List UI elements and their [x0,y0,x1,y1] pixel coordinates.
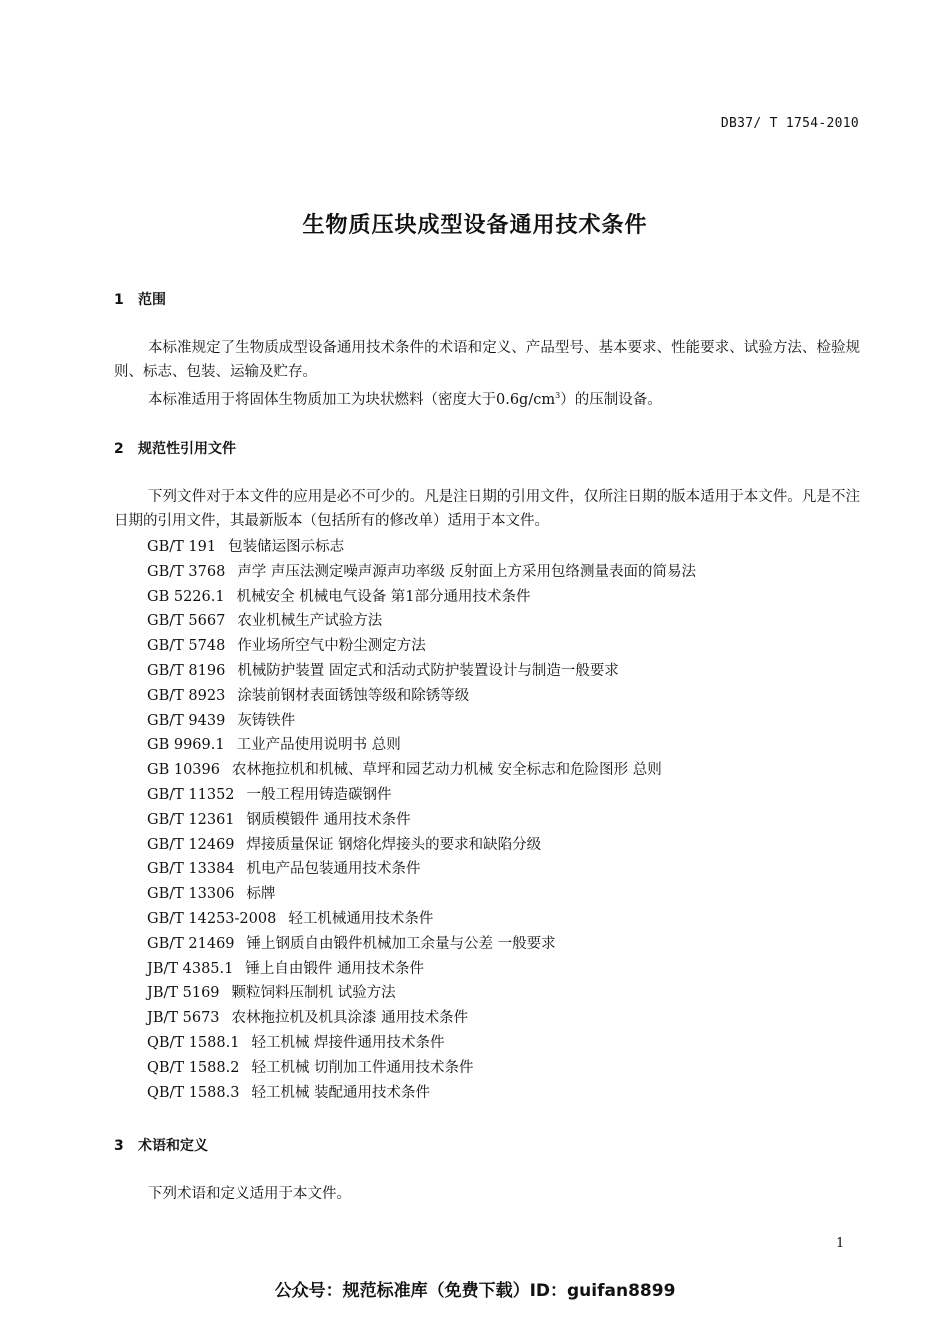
document-title: 生物质压块成型设备通用技术条件 [302,213,648,238]
reference-title: 锤上钢质自由锻件机械加工余量与公差 一般要求 [246,935,556,952]
reference-code: JB/T 5673 [147,1010,220,1027]
reference-code: QB/T 1588.1 [147,1034,240,1051]
reference-code: JB/T 4385.1 [147,960,234,977]
section-2-heading [114,438,236,458]
reference-code: GB/T 5667 [147,613,226,630]
reference-code: GB 5226.1 [147,588,225,605]
reference-item [147,783,696,808]
section-title: 范围 [138,292,166,308]
reference-code: GB 9969.1 [147,737,225,754]
section-number: 2 [114,441,124,457]
section-number: 3 [114,1138,124,1154]
reference-code: QB/T 1588.3 [147,1084,240,1101]
reference-item [147,1056,696,1081]
reference-title: 声学 声压法测定噪声源声功率级 反射面上方采用包络测量表面的简易法 [237,563,697,580]
reference-code: GB/T 9439 [147,712,226,729]
density-text-before: 本标准适用于将固体生物质加工为块状燃料（密度大于0.6g/cm [148,391,556,408]
reference-title: 机电产品包装通用技术条件 [246,861,421,878]
reference-code: GB/T 14253-2008 [147,910,277,927]
reference-title: 轻工机械通用技术条件 [288,910,434,927]
reference-title: 机械安全 机械电气设备 第1部分通用技术条件 [236,588,531,605]
reference-title: 农业机械生产试验方法 [237,613,383,630]
reference-item [147,882,696,907]
reference-title: 锤上自由锻件 通用技术条件 [245,960,424,977]
reference-item [147,907,696,932]
reference-item [147,833,696,858]
section-title: 术语和定义 [138,1138,208,1154]
reference-item [147,1031,696,1056]
reference-item [147,932,696,957]
reference-title: 工业产品使用说明书 总则 [236,737,401,754]
reference-item [147,535,696,560]
reference-title: 焊接质量保证 钢熔化焊接头的要求和缺陷分级 [246,836,542,853]
reference-title: 钢质模锻件 通用技术条件 [246,811,411,828]
reference-item [147,560,696,585]
reference-item [147,585,696,610]
scope-paragraph: 本标准规定了生物质成型设备通用技术条件的术语和定义、产品型号、基本要求、性能要求、试验方法、检验规则、标志、包装、运输及贮存。 [114,340,860,380]
reference-list [147,535,696,1105]
density-text-after: ）的压制设备。 [560,391,662,408]
reference-code: GB/T 12469 [147,836,235,853]
reference-code: GB/T 191 [147,539,217,555]
reference-item [147,609,696,634]
scope-density-paragraph [114,384,860,412]
reference-code: GB/T 13384 [147,861,235,878]
reference-item [147,659,696,684]
reference-item [147,733,696,758]
terms-intro: 下列术语和定义适用于本文件。 [148,1186,351,1202]
reference-title: 标牌 [246,886,276,903]
reference-title: 农林拖拉机及机具涂漆 通用技术条件 [231,1010,469,1027]
reference-code: JB/T 5169 [147,985,220,1002]
standard-code: DB37/ T 1754-2010 [720,116,859,131]
reference-code: GB/T 13306 [147,886,235,903]
reference-code: GB/T 8196 [147,662,226,679]
section-1-heading [114,289,166,309]
reference-item [147,957,696,982]
page-number: 1 [836,1236,845,1251]
reference-item [147,808,696,833]
footer-watermark: 公众号：规范标准库（免费下载）ID：guifan8899 [274,1281,676,1301]
reference-title: 颗粒饲料压制机 试验方法 [231,985,396,1002]
section-3-heading [114,1135,208,1155]
reference-title: 涂装前钢材表面锈蚀等级和除锈等级 [237,687,470,704]
reference-title: 作业场所空气中粉尘测定方法 [237,638,426,655]
reference-code: GB/T 12361 [147,811,235,828]
reference-code: GB/T 21469 [147,935,235,952]
reference-title: 轻工机械 装配通用技术条件 [251,1084,431,1101]
reference-code: GB/T 11352 [147,786,235,803]
references-intro: 下列文件对于本文件的应用是必不可少的。凡是注日期的引用文件，仅所注日期的版本适用于本文件。凡是不注日期的引用文件，其最新版本（包括所有的修改单）适用于本文件。 [114,489,860,529]
reference-item [147,758,696,783]
section-title: 规范性引用文件 [138,441,236,457]
reference-code: GB/T 5748 [147,638,226,655]
reference-title: 农林拖拉机和机械、草坪和园艺动力机械 安全标志和危险图形 总则 [231,762,662,779]
reference-title: 轻工机械 焊接件通用技术条件 [251,1034,445,1051]
reference-title: 机械防护装置 固定式和活动式防护装置设计与制造一般要求 [237,662,619,679]
reference-item [147,1006,696,1031]
reference-item [147,634,696,659]
reference-title: 包装储运图示标志 [228,539,345,555]
reference-item [147,709,696,734]
reference-title: 一般工程用铸造碳钢件 [246,786,392,803]
reference-item [147,981,696,1006]
reference-item [147,857,696,882]
reference-title: 轻工机械 切削加工件通用技术条件 [251,1059,474,1076]
reference-code: QB/T 1588.2 [147,1059,240,1076]
reference-code: GB/T 3768 [147,563,226,580]
reference-title: 灰铸铁件 [237,712,296,729]
reference-item [147,684,696,709]
reference-code: GB/T 8923 [147,687,226,704]
reference-code: GB 10396 [147,762,220,779]
density-superscript: 3 [555,391,561,400]
section-number: 1 [114,292,124,308]
reference-item [147,1081,696,1106]
